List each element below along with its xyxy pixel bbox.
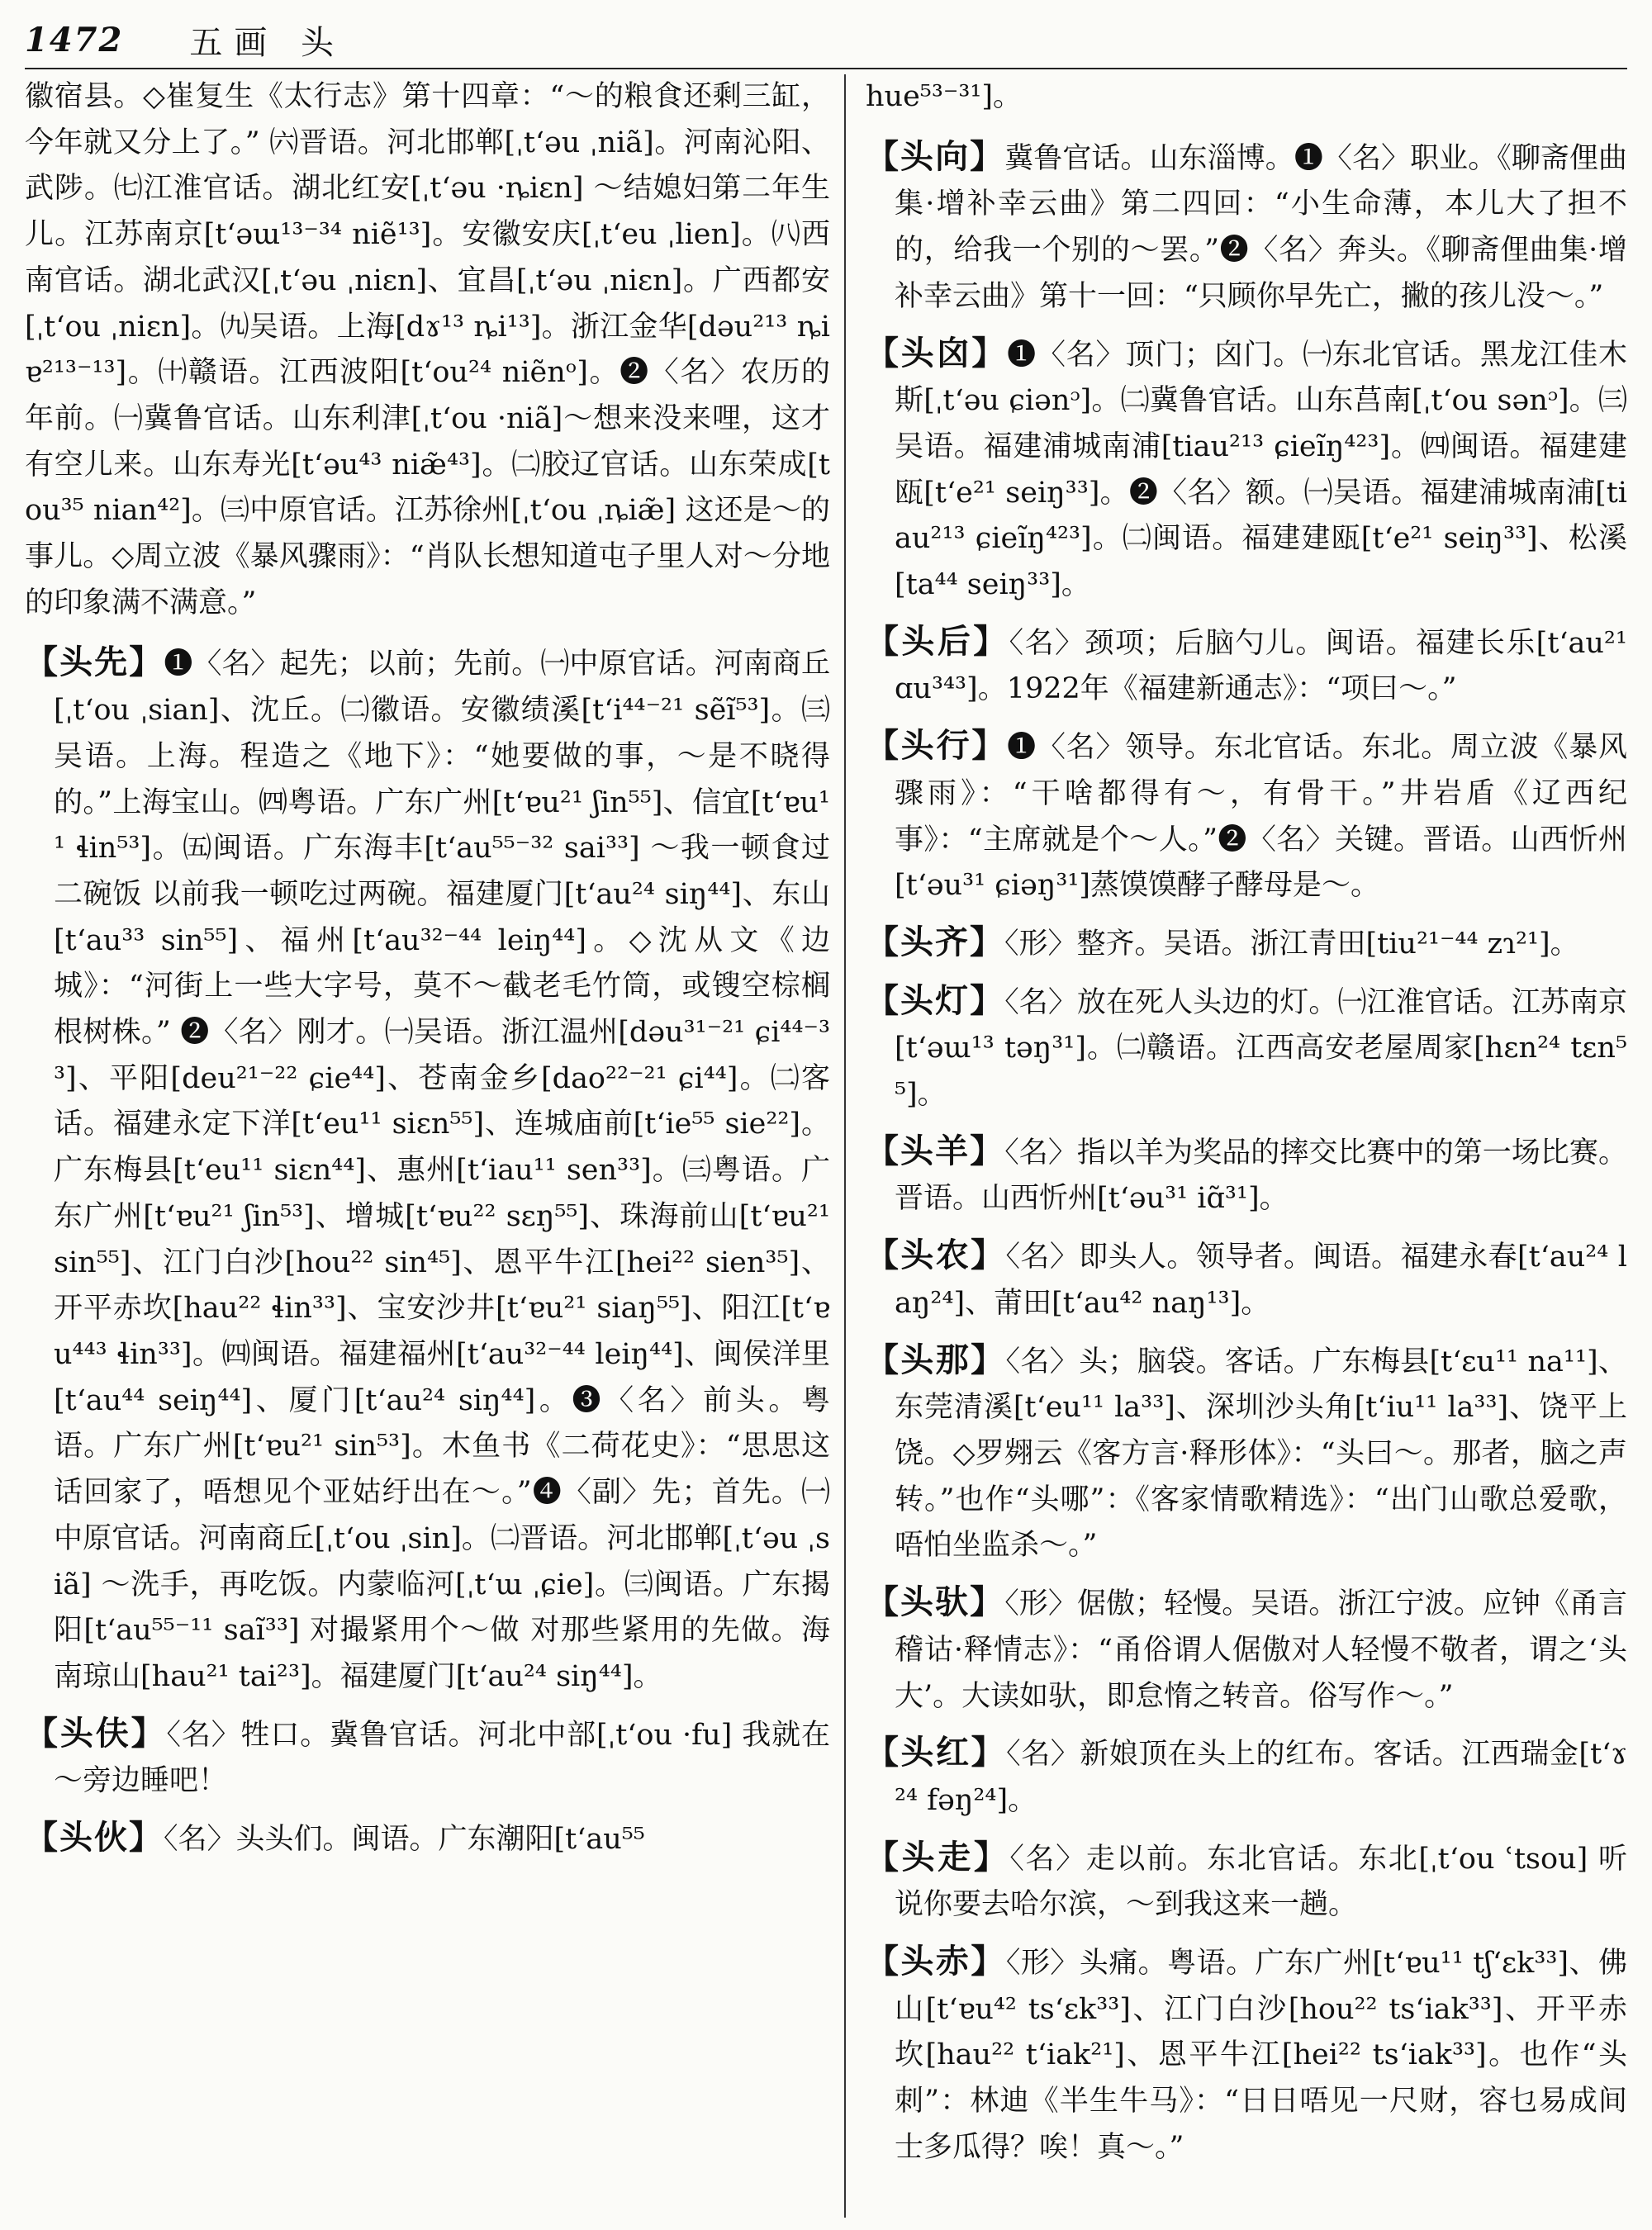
dictionary-entry bbox=[866, 1938, 1627, 2171]
dictionary-entry bbox=[866, 1834, 1627, 1929]
dictionary-entry bbox=[25, 639, 830, 1700]
entry-headword: 【头赤】 bbox=[866, 1942, 1006, 1981]
entry-headword: 【头伕】 bbox=[25, 1713, 167, 1753]
entry-headword: 【头囟】 bbox=[866, 333, 1008, 372]
dictionary-entry bbox=[866, 1729, 1627, 1824]
dictionary-entry bbox=[866, 723, 1627, 909]
dictionary-entry bbox=[25, 1815, 830, 1863]
dictionary-entry bbox=[866, 1579, 1627, 1720]
entry-text: 〈形〉倨傲；轻慢。吴语。浙江宁波。应钟《甬言稽诂·释情志》：“甬俗谓人倨傲对人轻慢不敬者，谓之‘头大’。大读如驮，即怠惰之转音。俗写作～。” bbox=[895, 1587, 1627, 1713]
entry-text: 〈名〉颈项；后脑勺儿。闽语。福建长乐[tʻau²¹ ɑu³⁴³]。1922年《福建新通志》：“项曰～。” bbox=[895, 626, 1627, 706]
page-number: 1472 bbox=[25, 20, 124, 59]
entry-headword: 【头先】 bbox=[25, 643, 164, 682]
entry-text: 〈名〉牲口。冀鲁官话。河北中部[ˌtʻou ·fu] 我就在～旁边睡吧！ bbox=[54, 1718, 830, 1798]
entry-headword: 【头走】 bbox=[866, 1837, 1010, 1877]
entry-headword: 【头红】 bbox=[866, 1733, 1007, 1772]
continued-entry bbox=[866, 74, 1627, 121]
dictionary-entry bbox=[866, 619, 1627, 713]
entry-headword: 【头行】 bbox=[866, 726, 1008, 766]
dictionary-entry bbox=[25, 1710, 830, 1805]
entry-text: 〈名〉即头人。领导者。闽语。福建永春[tʻau²⁴ laŋ²⁴]、莆田[tʻau⁴² naŋ¹³]。 bbox=[895, 1241, 1627, 1320]
entry-text: 徽宿县。◇崔复生《太行志》第十四章：“～的粮食还剩三缸，今年就又分上了。” ㈥晋语。河北邯郸[ˌtʻəu ˌniã]。河南沁阳、武陟。㈦江淮官话。湖北红安[ˌtʻəu ·ȵiɛn] ～结媳妇第二年生儿。江苏南京[tʻəɯ¹³⁻³⁴ niẽ¹³]。安徽安庆[ˌtʻeu ˌlien]。㈧西南官话。湖北武汉[ˌtʻəu ˌniɛn]、宜昌[ˌtʻəu ˌniɛn]。广西都安[ˌtʻou ˌniɛn]。㈨吴语。上海[dɤ¹³ ȵi¹³]。浙江金华[dəu²¹³ ȵiɐ²¹³⁻¹³]。㈩赣语。江西波阳[tʻou²⁴ niẽnᵒ]。❷〈名〉农历的年前。㈠冀鲁官话。山东利津[ˌtʻou ·niã]～想来没来哩，这才有空儿来。山东寿光[tʻəu⁴³ niæ̃⁴³]。㈡胶辽官话。山东荣成[tou³⁵ nian⁴²]。㈢中原官话。江苏徐州[ˌtʻou ˌȵiæ̃] 这还是～的事儿。◇周立波《暴风骤雨》：“肖队长想知道屯子里人对～分地的印象满不满意。” bbox=[25, 80, 830, 619]
entry-text: 〈名〉走以前。东北官话。东北[ˌtʻou ʿtsou] 听说你要去哈尔滨，～到我这来一趟。 bbox=[895, 1842, 1627, 1922]
dictionary-entry bbox=[866, 134, 1627, 320]
entry-text: ❶〈名〉领导。东北官话。东北。周立波《暴风骤雨》：“干啥都得有～，有骨干。”井岩盾《辽西纪事》：“主席就是个～人。”❷〈名〉关键。晋语。山西忻州[tʻəu³¹ ɕiəŋ³¹]蒸馍馍酵子酵母是～。 bbox=[895, 731, 1627, 903]
entry-text: 冀鲁官话。山东淄博。❶〈名〉职业。《聊斋俚曲集·增补幸云曲》第二四回：“小生命薄，本儿大了担不的，给我一个别的～罢。”❷〈名〉奔头。《聊斋俚曲集·增补幸云曲》第十一回：“只顾你早先亡，撇的孩儿没～。” bbox=[895, 141, 1627, 313]
dictionary-entry bbox=[866, 1232, 1627, 1326]
entry-text: hue⁵³⁻³¹]。 bbox=[866, 80, 1023, 113]
entry-text: 〈名〉头；脑袋。客话。广东梅县[tʻɛu¹¹ na¹¹]、东莞清溪[tʻeu¹¹ la³³]、深圳沙头角[tʻiu¹¹ la³³]、饶平上饶。◇罗翙云《客方言·释形体》：“头曰～。那者，脑之声转。”也作“头哪”：《客家情歌精选》：“出门山歌总爱歌，唔怕坐监杀～。” bbox=[895, 1345, 1627, 1563]
entry-text: 〈名〉新娘顶在头上的红布。客话。江西瑞金[tʻɤ²⁴ fəŋ²⁴]。 bbox=[895, 1738, 1627, 1817]
dictionary-entry bbox=[866, 1337, 1627, 1570]
entry-text: ❶〈名〉顶门；囟门。㈠东北官话。黑龙江佳木斯[ˌtʻəu ɕiənᵓ]。㈡冀鲁官话。山东莒南[ˌtʻou sənᵓ]。㈢吴语。福建浦城南浦[tiau²¹³ ɕieĩŋ⁴²³]。㈣闽语。福建建瓯[tʻe²¹ seiŋ³³]。❷〈名〉额。㈠吴语。福建浦城南浦[tiau²¹³ ɕieĩŋ⁴²³]。㈡闽语。福建建瓯[tʻe²¹ seiŋ³³]、松溪[ta⁴⁴ seiŋ³³]。 bbox=[895, 338, 1627, 602]
entry-text: 〈形〉头痛。粤语。广东广州[tʻɐu¹¹ tʃʻɛk³³]、佛山[tʻɐu⁴² tsʻɛk³³]、江门白沙[hou²² tsʻiak³³]、开平赤坎[hau²² tʻiak²¹]、恩平牛江[hei²² tsʻiak³³]。也作“头刺”：林迪《半生牛马》：“日日唔见一尺财，容乜易成间士多瓜得？唉！真～。” bbox=[895, 1947, 1627, 2164]
column-divider bbox=[844, 74, 846, 2218]
section-title: 五画 头 bbox=[189, 23, 346, 62]
dictionary-entry bbox=[866, 919, 1627, 968]
entry-headword: 【头伙】 bbox=[25, 1818, 164, 1858]
dictionary-entry bbox=[866, 1128, 1627, 1222]
entry-text: 〈形〉整齐。吴语。浙江青田[tiu²¹⁻⁴⁴ zɿ²¹]。 bbox=[1004, 927, 1579, 961]
right-column bbox=[866, 74, 1627, 2218]
entry-text: 〈名〉放在死人头边的灯。㈠江淮官话。江苏南京[tʻəɯ¹³ təŋ³¹]。㈡赣语。江西高安老屋周家[hɛn²⁴ tɛn⁵⁵]。 bbox=[895, 985, 1627, 1112]
entry-text: ❶〈名〉起先；以前；先前。㈠中原官话。河南商丘[ˌtʻou ˌsian]、沈丘。㈡徽语。安徽绩溪[tʻi⁴⁴⁻²¹ sẽĩ⁵³]。㈢吴语。上海。程造之《地下》：“她要做的事，～是不晓得的。”上海宝山。㈣粤语。广东广州[tʻɐu²¹ ʃin⁵⁵]、信宜[tʻɐu¹¹ ɬin⁵³]。㈤闽语。广东海丰[tʻau⁵⁵⁻³² sai³³] ～我一顿食过二碗饭 以前我一顿吃过两碗。福建厦门[tʻau²⁴ siŋ⁴⁴]、东山[tʻau³³ sin⁵⁵]、福州[tʻau³²⁻⁴⁴ leiŋ⁴⁴]。◇沈从文《边城》：“河街上一些大字号，莫不～截老毛竹筒，或锼空棕榈根树株。” ❷〈名〉刚才。㈠吴语。浙江温州[dəu³¹⁻²¹ ɕi⁴⁴⁻³³]、平阳[deu²¹⁻²² ɕie⁴⁴]、苍南金乡[dao²²⁻²¹ ɕi⁴⁴]。㈡客话。福建永定下洋[tʻeu¹¹ siɛn⁵⁵]、连城庙前[tʻie⁵⁵ sie²²]。广东梅县[tʻeu¹¹ siɛn⁴⁴]、惠州[tʻiau¹¹ sen³³]。㈢粤语。广东广州[tʻɐu²¹ ʃin⁵³]、增城[tʻɐu²² sɛŋ⁵⁵]、珠海前山[tʻɐu²¹ sin⁵⁵]、江门白沙[hou²² sin⁴⁵]、恩平牛江[hei²² sien³⁵]、开平赤坎[hau²² ɬin³³]、宝安沙井[tʻɐu²¹ siaŋ⁵⁵]、阳江[tʻɐu⁴⁴³ ɬin³³]。㈣闽语。福建福州[tʻau³²⁻⁴⁴ leiŋ⁴⁴]、闽侯洋里[tʻau⁴⁴ seiŋ⁴⁴]、厦门[tʻau²⁴ siŋ⁴⁴]。❸〈名〉前头。粤语。广东广州[tʻɐu²¹ sin⁵³]。木鱼书《二荷花史》：“思思这话回家了，唔想见个亚姑纡出在～。”❹〈副〉先；首先。㈠中原官话。河南商丘[ˌtʻou ˌsin]。㈡晋语。河北邯郸[ˌtʻəu ˌsiã] ～洗手，再吃饭。内蒙临河[ˌtʻɯ ˌɕie]。㈢闽语。广东揭阳[tʻau⁵⁵⁻¹¹ saĩ³³] 对撮紧用个～做 对那些紧用的先做。海南琼山[hau²¹ tai²³]。福建厦门[tʻau²⁴ siŋ⁴⁴]。 bbox=[54, 648, 830, 1693]
entry-text: 〈名〉指以羊为奖品的摔交比赛中的第一场比赛。晋语。山西忻州[tʻəu³¹ iɑ̃³¹]。 bbox=[895, 1136, 1627, 1216]
entry-headword: 【头羊】 bbox=[866, 1131, 1005, 1170]
dictionary-entry bbox=[866, 330, 1627, 609]
entry-headword: 【头农】 bbox=[866, 1236, 1006, 1275]
entry-headword: 【头驮】 bbox=[866, 1582, 1005, 1622]
page-header bbox=[25, 15, 1627, 64]
entry-text: 〈名〉头头们。闽语。广东潮阳[tʻau⁵⁵ bbox=[164, 1823, 645, 1857]
entry-headword: 【头那】 bbox=[866, 1340, 1006, 1379]
left-column bbox=[25, 74, 830, 2218]
entry-headword: 【头灯】 bbox=[866, 980, 1005, 1020]
continued-entry bbox=[25, 74, 830, 626]
entry-headword: 【头齐】 bbox=[866, 922, 1004, 961]
entry-headword: 【头向】 bbox=[866, 136, 1005, 176]
header-rule bbox=[25, 68, 1627, 69]
entry-headword: 【头后】 bbox=[866, 621, 1009, 661]
dictionary-entry bbox=[866, 978, 1627, 1118]
